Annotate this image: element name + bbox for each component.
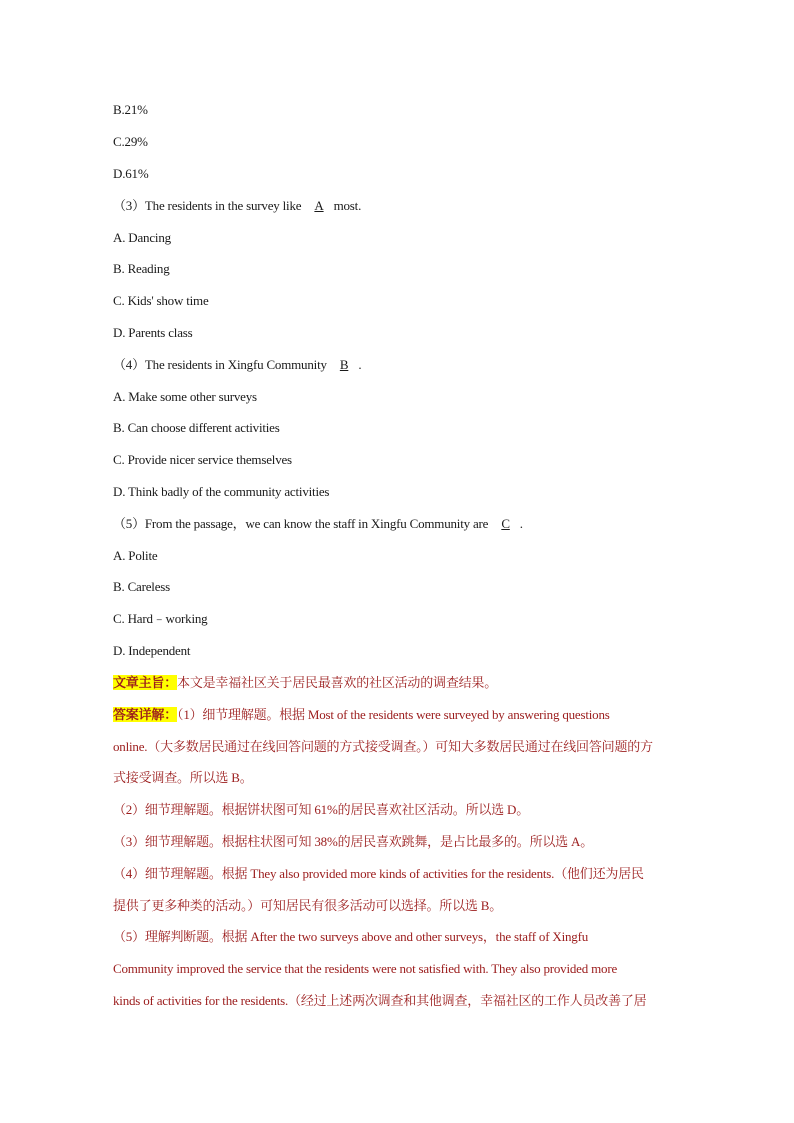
explanation-line-3: 式接受调查。所以选 B。 [113,770,253,785]
question-3-stem: （3）The residents in the survey like [113,198,302,213]
explanation-text: （1）细节理解题。根据 Most of the residents were surveyed by answering questions [177,707,610,722]
option-q5-d: D. Independent [113,643,191,658]
explanation-line-5: （3）细节理解题。根据柱状图可知 38%的居民喜欢跳舞，是占比最多的。所以选 A。 [113,834,594,849]
explanation-line-9: Community improved the service that the residents were not satisfied with. They also provided more [113,961,618,976]
option-q4-d: D. Think badly of the community activities [113,484,330,499]
option-q5-a: A. Polite [113,548,158,563]
option-q4-c: C. Provide nicer service themselves [113,452,292,467]
explanation-label: 答案详解： [113,707,178,722]
explanation-line-7: 提供了更多种类的活动。）可知居民有很多活动可以选择。所以选 B。 [113,898,503,913]
explanation-line-1 [113,706,703,724]
option-q2-c: C.29% [113,134,148,149]
question-5-suffix: . [519,516,523,531]
option-q2-b: B.21% [113,102,148,117]
option-q4-b: B. Can choose different activities [113,420,280,435]
main-idea-text: 本文是幸福社区关于居民最喜欢的社区活动的调查结果。 [177,675,498,690]
question-3-suffix: most. [333,198,362,213]
question-4-suffix: . [358,357,362,372]
option-q3-b: B. Reading [113,261,170,276]
option-q4-a: A. Make some other surveys [113,389,257,404]
explanation-line-6: （4）细节理解题。根据 They also provided more kinds of activities for the residents.（他们还为居民 [113,866,644,881]
question-3-answer: A [314,198,324,213]
explanation-line-4: （2）细节理解题。根据饼状图可知 61%的居民喜欢社区活动。所以选 D。 [113,802,530,817]
option-q5-c: C. Hard﹣working [113,611,208,626]
question-4 [113,356,703,374]
question-5-answer: C [501,516,510,531]
option-q3-a: A. Dancing [113,230,171,245]
explanation-line-10: kinds of activities for the residents.（经过上述两次调查和其他调查，幸福社区的工作人员改善了居 [113,993,647,1008]
question-5 [113,515,703,533]
main-idea [113,674,703,692]
option-q3-d: D. Parents class [113,325,193,340]
explanation-line-8: （5）理解判断题。根据 After the two surveys above and other surveys，the staff of Xingfu [113,929,589,944]
option-q2-d: D.61% [113,166,149,181]
question-5-stem: （5）From the passage，we can know the staff in Xingfu Community are [113,516,489,531]
main-idea-label: 文章主旨： [113,675,178,690]
option-q5-b: B. Careless [113,579,171,594]
option-q3-c: C. Kids' show time [113,293,209,308]
explanation-line-2: online.（大多数居民通过在线回答问题的方式接受调查。）可知大多数居民通过在线回答问题的方 [113,739,653,754]
question-3 [113,197,703,215]
question-4-stem: （4）The residents in Xingfu Community [113,357,327,372]
question-4-answer: B [339,357,349,372]
